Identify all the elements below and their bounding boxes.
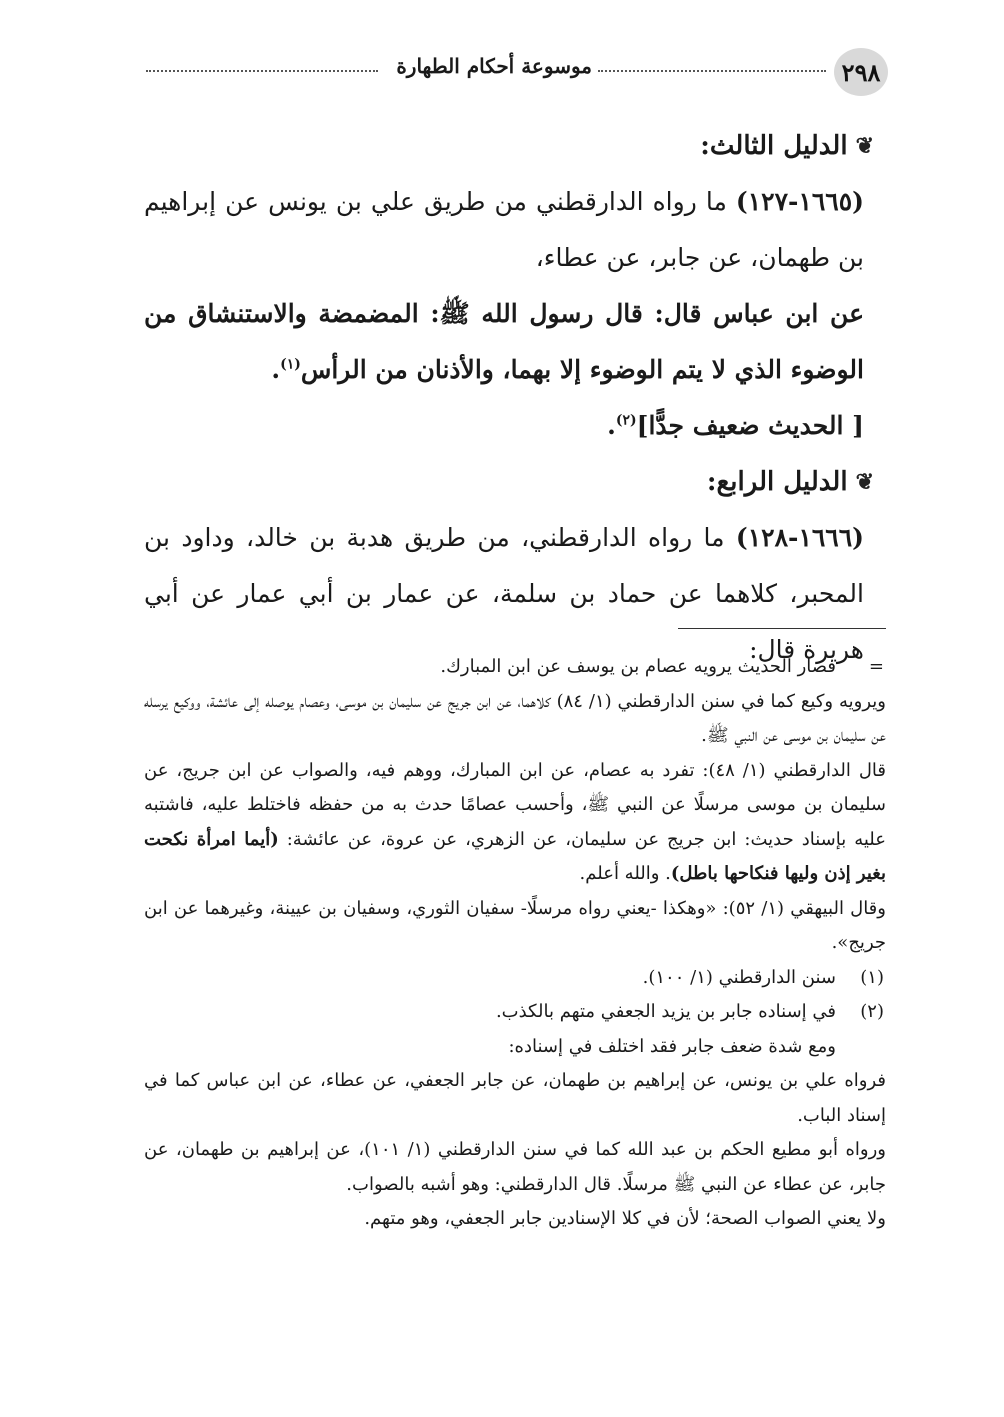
hadith-chain-text: ما رواه الدارقطني، من طريق هدبة بن خالد، وداود بن المحبر، كلاهما عن حماد بن سلمة، عن عمار بن أبي عمار عن أبي هريرة قال:: [144, 523, 864, 664]
hadith-chain-text: ما رواه الدارقطني من طريق علي بن يونس عن إبراهيم بن طهمان، عن جابر، عن عطاء،: [144, 187, 864, 272]
section-heading-third-evidence: [144, 118, 886, 174]
leaf-ornament-icon: ❦: [855, 469, 874, 495]
page-header: [146, 44, 888, 94]
hadith-matn: [144, 286, 886, 398]
footnote-line: [144, 754, 886, 892]
header-dotted-rule-left: [146, 70, 378, 72]
leaf-ornament-icon: ❦: [855, 133, 874, 159]
hadith-reference-number: (١٦٦٦-١٢٨): [735, 523, 864, 552]
footnote-line: ومع شدة ضعف جابر فقد اختلف في إسناده:: [508, 1035, 836, 1057]
footnote-line: ويرويه وكيع كما في سنن الدارقطني (١/ ٨٤) كلاهما، عن ابن جريج عن سليمان بن موسى، وعصام يوصله إلى عائشة، ووكيع يرسله عن سليمان بن موسى عن النبي ﷺ.: [144, 690, 887, 746]
hadith-ruling: [144, 398, 886, 454]
ruling-text: [ الحديث ضعيف جدًّا]: [636, 411, 864, 440]
punctuation: .: [607, 411, 616, 440]
footnote-text: . والله أعلم.: [579, 863, 671, 884]
footnote-marker: (٢): [860, 1001, 884, 1022]
main-text: [144, 118, 886, 678]
footnotes: [144, 650, 886, 1237]
page-number: ٢٩٨: [834, 48, 888, 96]
footnote-text: قال الدارقطني (١/ ٤٨): تفرد به عصام، عن ابن المبارك، ووهم فيه، والصواب عن ابن جريج، عن سليمان بن موسى مرسلًا عن النبي ﷺ، وأحسب عصامًا حدث به من حفظه فاختلط عليه، فاشتبه عليه بإسناد حديث: ابن جريج عن سليمان، عن الزهري، عن عروة، عن عائشة:: [144, 759, 886, 850]
header-dotted-rule-right: [598, 70, 826, 72]
footnote-2: [144, 995, 886, 1064]
footnote-line: ولا يعني الصواب الصحة؛ لأن في كلا الإسنادين جابر الجعفي، وهو متهم.: [364, 1208, 886, 1229]
footnote-line: في إسناده جابر بن يزيد الجعفي متهم بالكذب.: [495, 1001, 836, 1022]
punctuation: .: [271, 355, 281, 384]
footnote-line: ورواه أبو مطيع الحكم بن عبد الله كما في سنن الدارقطني (١/ ١٠١)، عن إبراهيم بن طهمان، عن جابر، عن عطاء عن النبي ﷺ مرسلًا. قال الدارقطني: وهو أشبه بالصواب.: [144, 1139, 886, 1195]
footnote-body: سنن الدارقطني (١/ ١٠٠).: [642, 966, 836, 988]
section-heading-fourth-evidence: [144, 454, 886, 510]
book-title: موسوعة أحكام الطهارة: [390, 54, 598, 78]
footnote-ref-1[interactable]: (١): [280, 356, 301, 373]
footnote-line: فصار الحديث يرويه عصام بن يوسف عن ابن المبارك.: [440, 656, 836, 677]
heading-label: الدليل الثالث:: [700, 131, 848, 161]
footnote-continuation: [144, 650, 886, 685]
footnote-ref-2[interactable]: (٢): [615, 412, 637, 429]
hadith-reference-number: (١٦٦٥-١٢٧): [735, 187, 864, 216]
heading-label: الدليل الرابع:: [706, 467, 848, 497]
footnote-marker: (١): [860, 966, 884, 988]
footnote-1: [144, 961, 886, 996]
footnote-line: فرواه علي بن يونس، عن إبراهيم بن طهمان، عن جابر الجعفي، عن عطاء، عن ابن عباس كما في إسناد الباب.: [144, 1070, 886, 1126]
hadith-matn-text: عن ابن عباس قال: قال رسول الله ﷺ: المضمضة والاستنشاق من الوضوء الذي لا يتم الوضوء إلا بهما، والأذنان من الرأس: [144, 299, 864, 384]
hadith-paragraph-1: [144, 174, 886, 286]
quoted-hadith: (أيما امرأة نكحت بغير إذن وليها فنكاحها باطل): [144, 828, 886, 884]
footnote-line: وقال البيهقي (١/ ٥٢): «وهكذا -يعني رواه مرسلًا- سفيان الثوري، وسفيان بن عيينة، وغيرهما عن ابن جريج».: [144, 897, 886, 953]
footnote-separator: [678, 628, 886, 629]
continuation-marker: =: [868, 656, 884, 677]
